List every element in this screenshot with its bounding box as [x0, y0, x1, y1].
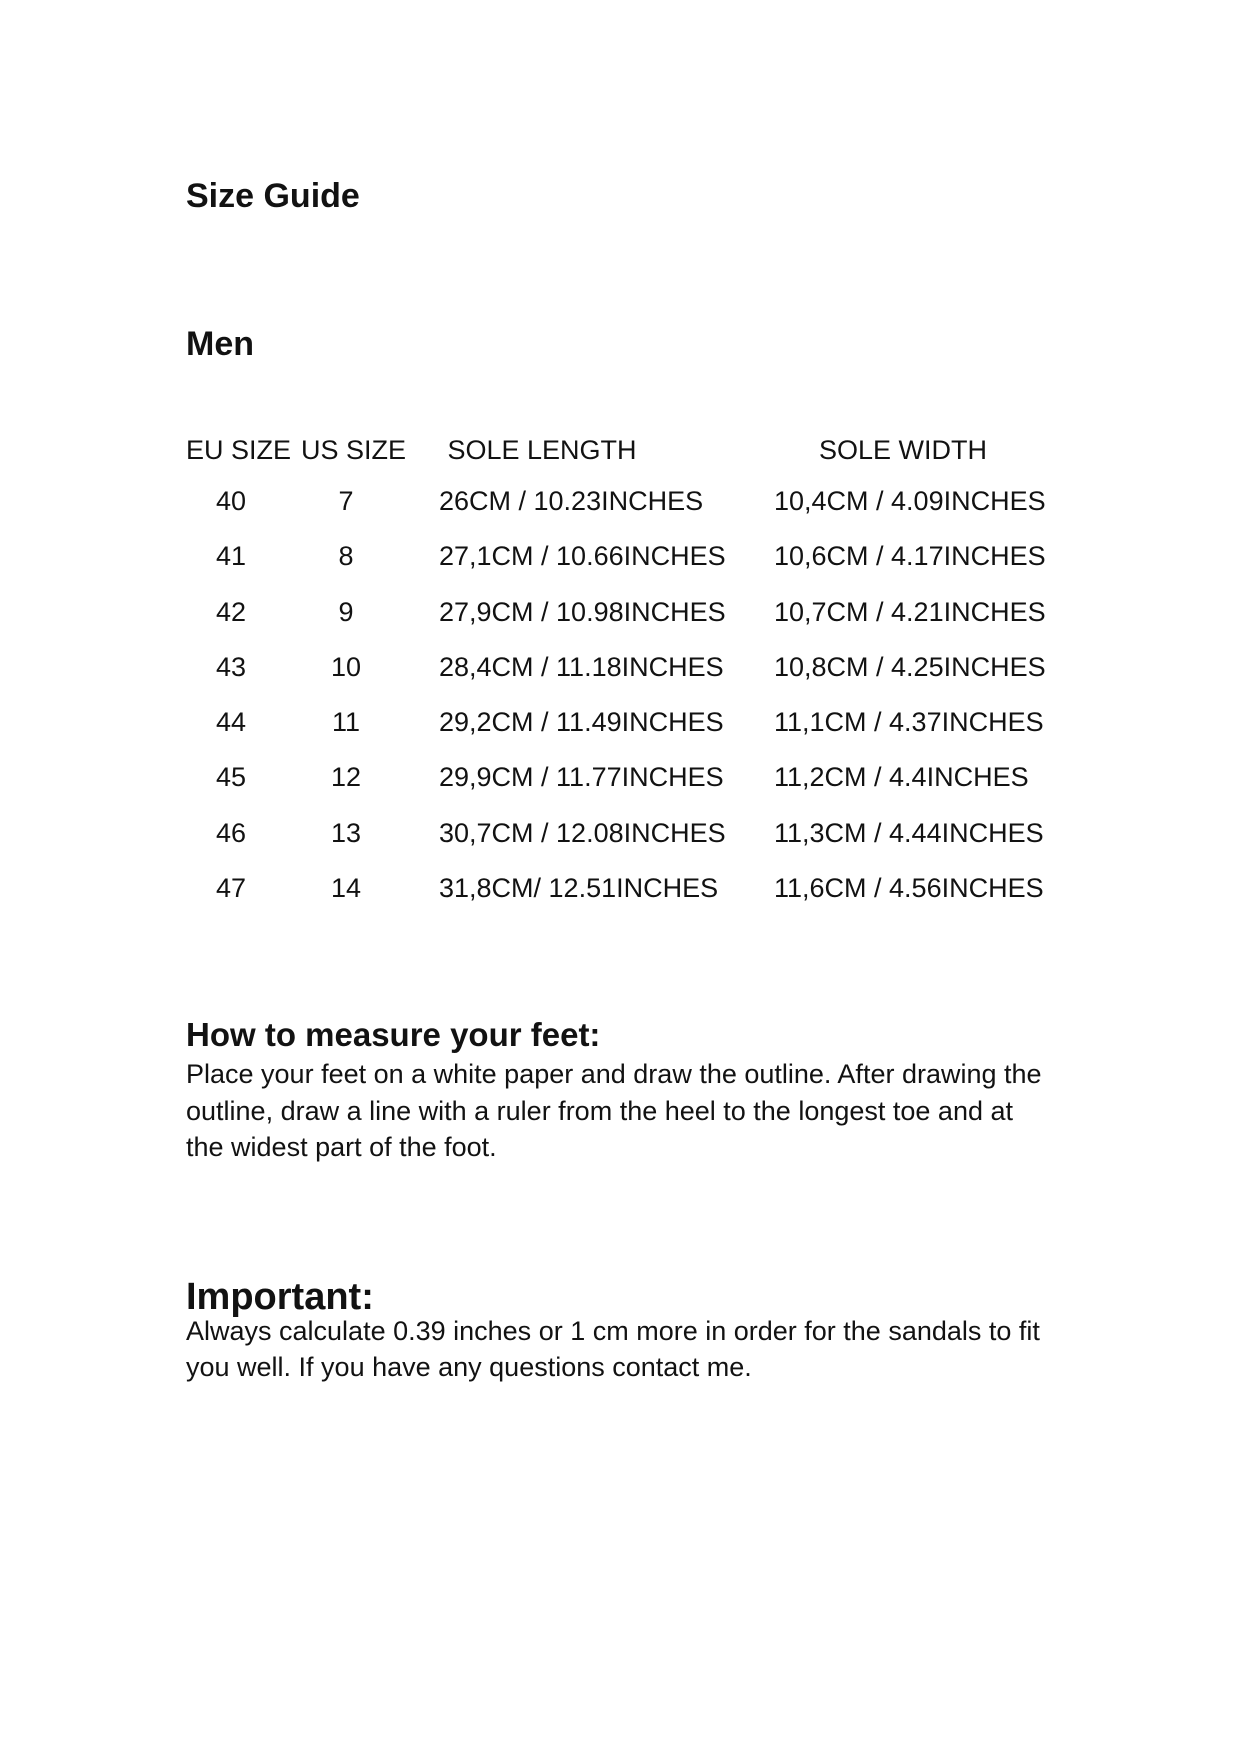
cell-sole-length: 29,9CM / 11.77INCHES	[439, 762, 724, 793]
table-row	[186, 817, 1066, 875]
cell-eu-size: 41	[215, 541, 247, 572]
cell-us-size: 7	[338, 486, 354, 516]
cell-us-size: 12	[330, 762, 362, 793]
column-header-us-size: US SIZE	[301, 435, 407, 465]
paragraph-line: you well. If you have any questions contact me.	[186, 1352, 752, 1383]
table-row	[186, 709, 1066, 764]
cell-sole-length: 26CM / 10.23INCHES	[439, 486, 704, 516]
section-heading-important: Important:	[186, 1275, 374, 1318]
cell-eu-size: 46	[215, 817, 247, 848]
table-row	[186, 764, 1066, 819]
cell-sole-width: 10,4CM / 4.09INCHES	[774, 486, 1046, 516]
cell-sole-width: 11,6CM / 4.56INCHES	[774, 873, 1044, 904]
paragraph-line: Always calculate 0.39 inches or 1 cm more in order for the sandals to fit	[186, 1316, 1040, 1346]
cell-eu-size: 44	[215, 707, 247, 738]
paragraph-line: Place your feet on a white paper and draw the outline. After drawing the	[186, 1059, 1042, 1089]
cell-sole-length: 30,7CM / 12.08INCHES	[439, 817, 726, 848]
column-header-eu-size: EU SIZE	[186, 435, 292, 465]
cell-eu-size: 42	[215, 596, 247, 627]
cell-sole-width: 11,1CM / 4.37INCHES	[774, 707, 1044, 738]
cell-sole-width: 10,7CM / 4.21INCHES	[774, 596, 1046, 627]
page-title: Size Guide	[186, 176, 360, 215]
size-table-body	[186, 488, 1066, 930]
cell-eu-size: 47	[215, 873, 247, 904]
size-table	[186, 437, 1066, 930]
cell-sole-length: 27,1CM / 10.66INCHES	[439, 541, 726, 572]
section-heading-how-to-measure: How to measure your feet:	[186, 1016, 601, 1054]
cell-eu-size: 43	[215, 651, 247, 682]
table-row	[186, 596, 1066, 654]
cell-sole-length: 31,8CM/ 12.51INCHES	[439, 873, 719, 904]
cell-sole-length: 29,2CM / 11.49INCHES	[439, 707, 724, 738]
cell-sole-width: 11,2CM / 4.4INCHES	[774, 762, 1029, 793]
cell-sole-length: 27,9CM / 10.98INCHES	[439, 596, 726, 627]
table-row	[186, 488, 1066, 543]
cell-sole-width: 10,6CM / 4.17INCHES	[774, 541, 1046, 572]
paragraph-line: the widest part of the foot.	[186, 1132, 497, 1162]
column-header-sole-length: SOLE LENGTH	[447, 435, 637, 465]
cell-us-size: 10	[330, 651, 362, 682]
cell-us-size: 8	[338, 541, 354, 572]
cell-us-size: 9	[338, 596, 354, 627]
table-row	[186, 543, 1066, 598]
important-paragraph	[186, 1313, 1040, 1386]
column-header-sole-width: SOLE WIDTH	[818, 435, 987, 465]
cell-sole-width: 11,3CM / 4.44INCHES	[774, 817, 1044, 848]
section-heading-men: Men	[186, 325, 254, 364]
cell-us-size: 11	[331, 707, 361, 738]
table-row	[186, 875, 1066, 930]
cell-sole-length: 28,4CM / 11.18INCHES	[439, 651, 724, 682]
cell-us-size: 13	[330, 817, 362, 848]
table-row	[186, 651, 1066, 709]
cell-us-size: 14	[330, 873, 362, 904]
cell-eu-size: 45	[215, 762, 247, 793]
cell-sole-width: 10,8CM / 4.25INCHES	[774, 651, 1046, 682]
cell-eu-size: 40	[215, 486, 247, 516]
how-to-measure-paragraph	[186, 1056, 1042, 1166]
paragraph-line: outline, draw a line with a ruler from the heel to the longest toe and at	[186, 1095, 1013, 1126]
size-table-header-row	[186, 437, 1066, 488]
